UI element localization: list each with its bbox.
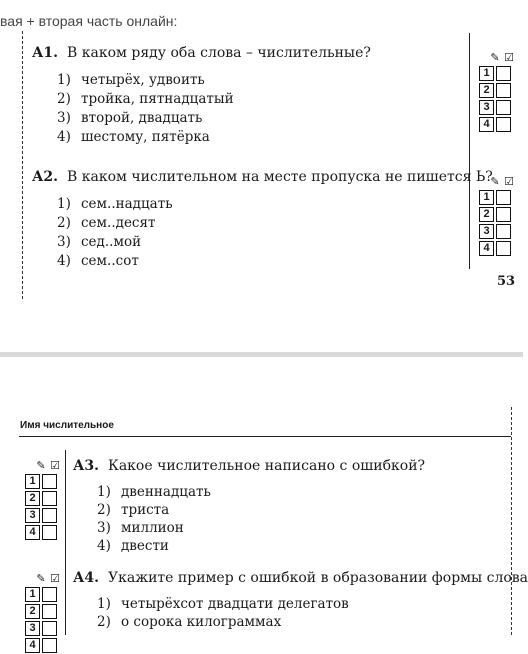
checkbox-icon: ☑ — [50, 572, 60, 585]
option-a2-1[interactable]: 1) сем..надцать — [57, 196, 173, 212]
answer-checkbox[interactable] — [42, 604, 57, 619]
answer-number: 2 — [25, 491, 40, 506]
option-a3-2[interactable]: 2) триста — [97, 502, 170, 518]
question-text-a2: В каком числительном на месте пропуска не пишется Ь? — [67, 169, 493, 185]
answer-checkbox[interactable] — [496, 117, 511, 132]
answer-number: 4 — [25, 525, 40, 540]
answer-number: 2 — [479, 83, 494, 98]
answer-number: 1 — [25, 474, 40, 489]
header-rule — [19, 436, 511, 437]
answer-number: 2 — [25, 604, 40, 619]
answer-checkbox[interactable] — [496, 241, 511, 256]
question-text-a3: Какое числительное написано с ошибкой? — [108, 458, 426, 474]
answer-row-2 — [25, 490, 61, 507]
option-a4-1[interactable]: 1) четырёхсот двадцати делегатов — [97, 596, 349, 612]
answer-row-4 — [25, 524, 61, 541]
answer-number: 1 — [25, 587, 40, 602]
question-text-a4: Укажите пример с ошибкой в образовании формы слова — [108, 570, 528, 586]
option-a1-3[interactable]: 3) второй, двадцать — [57, 110, 203, 126]
answer-row-3 — [479, 99, 515, 116]
answer-column-divider — [65, 450, 66, 635]
option-a1-1[interactable]: 1) четырёх, удвоить — [57, 72, 205, 88]
answer-number: 3 — [479, 224, 494, 239]
option-a4-2[interactable]: 2) о сорока килограммах — [97, 614, 282, 630]
option-a2-4[interactable]: 4) сем..сот — [57, 253, 139, 269]
option-a3-1[interactable]: 1) двеннадцать — [97, 484, 211, 500]
answer-row-4 — [479, 116, 515, 133]
option-a1-2[interactable]: 2) тройка, пятнадцатый — [57, 91, 234, 107]
answer-checkbox[interactable] — [496, 100, 511, 115]
answer-number: 4 — [479, 117, 494, 132]
cut-line-left — [22, 31, 23, 299]
answer-row-2 — [479, 82, 515, 99]
answer-column-divider — [469, 33, 470, 269]
answer-row-1 — [25, 473, 61, 490]
answer-checkbox[interactable] — [42, 621, 57, 636]
cut-line-right — [511, 407, 512, 635]
answer-row-1 — [479, 189, 515, 206]
option-a3-3[interactable]: 3) миллион — [97, 520, 184, 536]
answer-number: 4 — [479, 241, 494, 256]
option-a1-4[interactable]: 4) шестому, пятёрка — [57, 129, 210, 145]
answer-row-1 — [25, 586, 61, 603]
answer-grid-a2 — [479, 175, 515, 257]
pencil-icon: ✎ — [36, 459, 46, 472]
pencil-icon: ✎ — [36, 572, 46, 585]
pencil-icon: ✎ — [490, 51, 500, 64]
answer-row-2 — [25, 603, 61, 620]
answer-row-2 — [479, 206, 515, 223]
pencil-icon: ✎ — [490, 175, 500, 188]
checkbox-icon: ☑ — [504, 175, 514, 188]
checkbox-icon: ☑ — [504, 51, 514, 64]
section-header: Имя числительное — [20, 420, 114, 431]
answer-number: 3 — [479, 100, 494, 115]
answer-number: 2 — [479, 207, 494, 222]
option-a2-2[interactable]: 2) сем..десят — [57, 215, 156, 231]
answer-row-4 — [25, 637, 61, 654]
option-a2-3[interactable]: 3) сед..мой — [57, 234, 142, 250]
question-label-a2: А2. — [32, 169, 59, 185]
answer-row-3 — [25, 507, 61, 524]
answer-checkbox[interactable] — [42, 638, 57, 653]
answer-checkbox[interactable] — [496, 66, 511, 81]
answer-grid-a3 — [25, 459, 61, 541]
question-label-a1: А1. — [32, 45, 59, 61]
question-label-a3: А3. — [73, 458, 100, 474]
question-text-a1: В каком ряду оба слова – числительные? — [67, 45, 371, 61]
page-caption: вая + вторая часть онлайн: — [0, 13, 178, 29]
answer-row-3 — [25, 620, 61, 637]
answer-checkbox[interactable] — [496, 190, 511, 205]
answer-grid-a1 — [479, 51, 515, 133]
page-number: 53 — [497, 274, 516, 289]
textbook-page-next — [0, 357, 528, 651]
option-a3-4[interactable]: 4) двести — [97, 538, 169, 554]
answer-checkbox[interactable] — [42, 525, 57, 540]
checkbox-icon: ☑ — [50, 459, 60, 472]
answer-checkbox[interactable] — [42, 474, 57, 489]
answer-checkbox[interactable] — [496, 224, 511, 239]
answer-checkbox[interactable] — [42, 508, 57, 523]
answer-number: 3 — [25, 621, 40, 636]
answer-number: 4 — [25, 638, 40, 653]
answer-checkbox[interactable] — [496, 207, 511, 222]
answer-number: 3 — [25, 508, 40, 523]
question-label-a4: А4. — [73, 570, 100, 586]
answer-checkbox[interactable] — [42, 491, 57, 506]
answer-number: 1 — [479, 190, 494, 205]
answer-checkbox[interactable] — [496, 83, 511, 98]
answer-number: 1 — [479, 66, 494, 81]
answer-row-4 — [479, 240, 515, 257]
answer-row-1 — [479, 65, 515, 82]
answer-grid-a4 — [25, 572, 61, 654]
answer-checkbox[interactable] — [42, 587, 57, 602]
textbook-page-53 — [0, 31, 523, 352]
answer-row-3 — [479, 223, 515, 240]
